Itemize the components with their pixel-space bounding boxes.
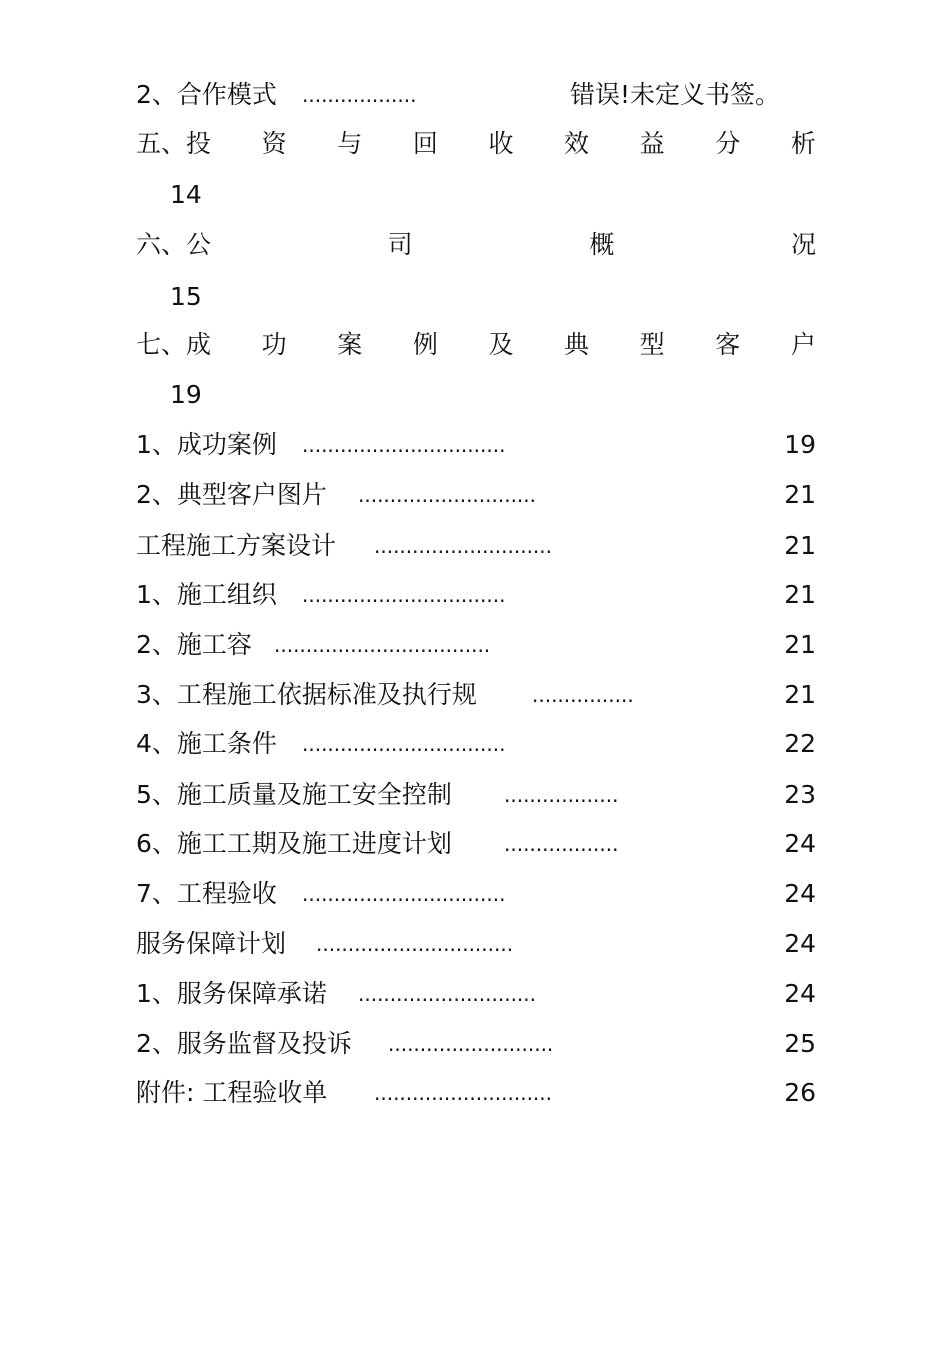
toc-section-7	[136, 328, 816, 362]
toc-entry	[136, 628, 816, 662]
toc-label: 附件: 工程验收单	[136, 1078, 328, 1107]
toc-leader-dots: ..................	[504, 783, 619, 807]
toc-char: 司	[387, 230, 413, 259]
toc-page-number: 23	[784, 780, 816, 809]
toc-entry	[136, 529, 816, 563]
toc-label: 1、成功案例	[136, 430, 277, 459]
toc-label: 6、施工工期及施工进度计划	[136, 829, 452, 858]
toc-char: 案	[337, 330, 363, 359]
toc-entry	[136, 428, 816, 462]
toc-error-text: 错误!未定义书签。	[570, 80, 781, 109]
toc-section-6	[136, 228, 816, 262]
toc-page-number: 21	[784, 680, 816, 709]
toc-page-number: 21	[784, 531, 816, 560]
toc-leader-dots: ................................	[302, 583, 506, 607]
toc-leader-dots: ..................	[302, 83, 417, 107]
toc-char: 七、成	[136, 330, 212, 359]
toc-label: 3、工程施工依据标准及执行规	[136, 680, 477, 709]
toc-char: 回	[412, 129, 438, 158]
toc-label: 2、合作模式	[136, 80, 277, 109]
toc-leader-dots: ............................	[374, 534, 553, 558]
toc-leader-dots: ................................	[302, 433, 506, 457]
toc-char: 资	[261, 129, 287, 158]
toc-label: 工程施工方案设计	[136, 531, 337, 560]
toc-page-number: 22	[784, 729, 816, 758]
toc-char: 益	[639, 129, 665, 158]
toc-leader-dots: ............................	[358, 982, 537, 1006]
toc-entry	[136, 578, 816, 612]
toc-char: 客	[715, 330, 741, 359]
toc-leader-dots: ..................................	[274, 633, 491, 657]
toc-char: 效	[564, 129, 590, 158]
toc-label: 2、典型客户图片	[136, 480, 327, 509]
toc-char: 分	[715, 129, 741, 158]
toc-entry-coop	[136, 78, 816, 112]
toc-label: 1、施工组织	[136, 580, 277, 609]
toc-char: 概	[589, 230, 615, 259]
toc-page-number: 24	[784, 829, 816, 858]
toc-entry	[136, 1027, 816, 1061]
toc-char: 型	[639, 330, 665, 359]
toc-page-number: 24	[784, 879, 816, 908]
toc-char: 与	[337, 129, 363, 158]
toc-leader-dots: ............................	[358, 483, 537, 507]
toc-page-number: 26	[784, 1078, 816, 1107]
toc-page-number: 25	[784, 1029, 816, 1058]
toc-label: 2、施工容	[136, 630, 252, 659]
toc-page-number: 14	[170, 180, 202, 209]
toc-char: 户	[790, 330, 816, 359]
toc-page-number: 21	[784, 630, 816, 659]
toc-char: 功	[261, 330, 287, 359]
toc-leader-dots: ...............................	[316, 932, 514, 956]
toc-char: 收	[488, 129, 514, 158]
toc-entry	[136, 678, 816, 712]
toc-page-number: 19	[170, 380, 202, 409]
toc-page-number: 21	[784, 580, 816, 609]
toc-char: 五、投	[136, 129, 212, 158]
toc-page-number: 24	[784, 979, 816, 1008]
toc-entry	[136, 478, 816, 512]
toc-char: 例	[412, 330, 438, 359]
toc-section-5	[136, 127, 816, 161]
toc-page-number: 19	[784, 430, 816, 459]
toc-char: 六、公	[136, 230, 212, 259]
toc-char: 析	[790, 129, 816, 158]
toc-label: 5、施工质量及施工安全控制	[136, 780, 452, 809]
toc-char: 及	[488, 330, 514, 359]
toc-char: 典	[564, 330, 590, 359]
toc-leader-dots: ................................	[302, 732, 506, 756]
toc-entry	[136, 727, 816, 761]
toc-page-number: 21	[784, 480, 816, 509]
toc-entry	[136, 1076, 816, 1110]
toc-entry	[136, 778, 816, 812]
toc-label: 7、工程验收	[136, 879, 277, 908]
toc-page-number: 24	[784, 929, 816, 958]
toc-leader-dots: ............................	[374, 1081, 553, 1105]
toc-entry	[136, 877, 816, 911]
toc-entry	[136, 977, 816, 1011]
toc-page-number: 15	[170, 282, 202, 311]
toc-leader-dots: ................................	[302, 882, 506, 906]
toc-label: 服务保障计划	[136, 929, 287, 958]
toc-entry	[136, 827, 816, 861]
toc-leader-dots: ..................	[504, 832, 619, 856]
toc-label: 1、服务保障承诺	[136, 979, 327, 1008]
toc-leader-dots: ..........................	[388, 1032, 554, 1056]
toc-label: 2、服务监督及投诉	[136, 1029, 352, 1058]
toc-label: 4、施工条件	[136, 729, 277, 758]
toc-entry	[136, 927, 816, 961]
toc-char: 况	[790, 230, 816, 259]
toc-leader-dots: ................	[532, 683, 634, 707]
